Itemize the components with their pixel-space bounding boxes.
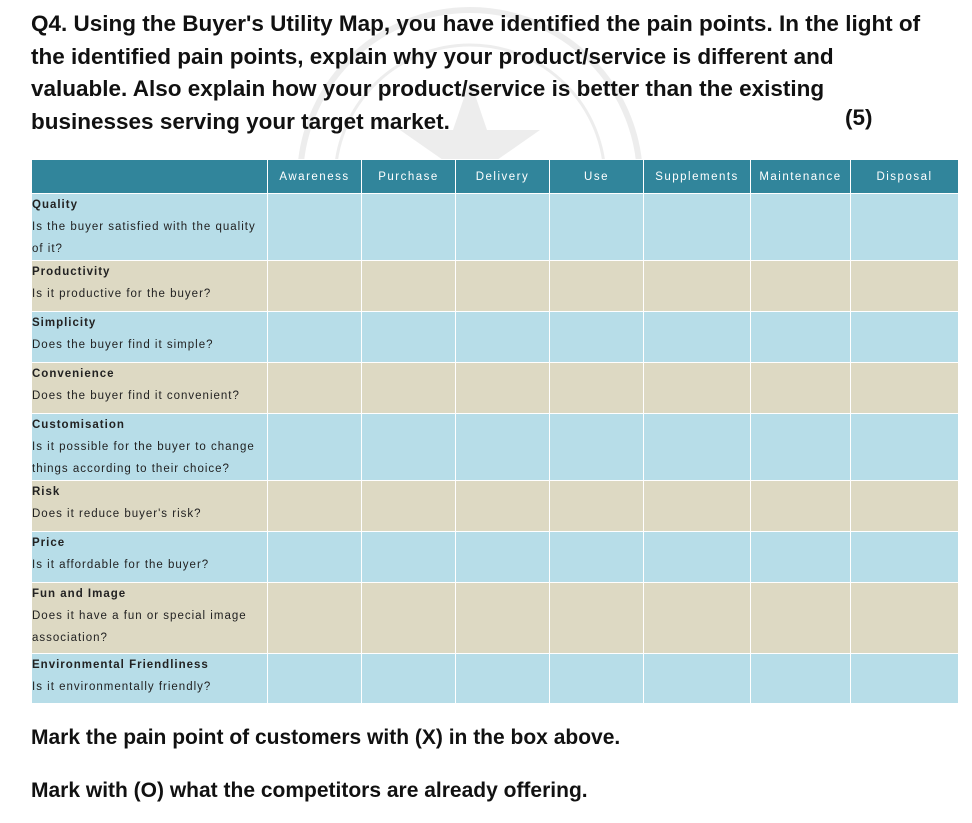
mark-cell[interactable] (851, 583, 959, 654)
mark-cell[interactable] (362, 532, 456, 583)
mark-cell[interactable] (550, 261, 644, 312)
table-row (32, 261, 959, 312)
row-title: Environmental Friendliness (32, 659, 209, 671)
mark-cell[interactable] (851, 261, 959, 312)
mark-cell[interactable] (362, 363, 456, 414)
mark-cell[interactable] (644, 261, 751, 312)
mark-cell[interactable] (456, 583, 550, 654)
row-description: Is it productive for the buyer? (32, 288, 212, 300)
mark-cell[interactable] (851, 194, 959, 261)
mark-cell[interactable] (550, 583, 644, 654)
table-row (32, 363, 959, 414)
mark-cell[interactable] (362, 481, 456, 532)
row-title: Simplicity (32, 317, 97, 329)
mark-cell[interactable] (362, 654, 456, 704)
row-label-cell (32, 532, 268, 583)
row-label-cell (32, 194, 268, 261)
mark-cell[interactable] (851, 363, 959, 414)
mark-cell[interactable] (851, 414, 959, 481)
mark-cell[interactable] (644, 583, 751, 654)
mark-cell[interactable] (268, 414, 362, 481)
mark-cell[interactable] (851, 654, 959, 704)
table-row (32, 481, 959, 532)
column-header: Purchase (362, 160, 456, 194)
mark-cell[interactable] (751, 481, 851, 532)
row-description: Does the buyer find it convenient? (32, 390, 240, 402)
mark-cell[interactable] (268, 583, 362, 654)
row-title: Productivity (32, 266, 111, 278)
mark-cell[interactable] (456, 363, 550, 414)
mark-cell[interactable] (751, 583, 851, 654)
table-row (32, 312, 959, 363)
column-header: Delivery (456, 160, 550, 194)
header-corner-cell (32, 160, 268, 194)
row-label-cell (32, 363, 268, 414)
column-header: Awareness (268, 160, 362, 194)
mark-cell[interactable] (644, 481, 751, 532)
row-label-cell (32, 414, 268, 481)
mark-cell[interactable] (644, 312, 751, 363)
row-description: Does the buyer find it simple? (32, 339, 214, 351)
row-title: Quality (32, 199, 78, 211)
mark-cell[interactable] (644, 363, 751, 414)
mark-cell[interactable] (362, 414, 456, 481)
row-description: Does it reduce buyer's risk? (32, 508, 202, 520)
mark-cell[interactable] (550, 481, 644, 532)
mark-cell[interactable] (268, 481, 362, 532)
row-title: Price (32, 537, 66, 549)
mark-cell[interactable] (751, 261, 851, 312)
row-label-cell (32, 261, 268, 312)
row-description: Is it affordable for the buyer? (32, 559, 210, 571)
mark-cell[interactable] (751, 532, 851, 583)
mark-cell[interactable] (456, 194, 550, 261)
mark-cell[interactable] (456, 532, 550, 583)
mark-cell[interactable] (550, 532, 644, 583)
question-marks: (5) (845, 105, 873, 130)
mark-cell[interactable] (268, 194, 362, 261)
mark-cell[interactable] (362, 261, 456, 312)
mark-cell[interactable] (751, 414, 851, 481)
mark-cell[interactable] (851, 532, 959, 583)
row-label-cell (32, 312, 268, 363)
table-header-row (32, 160, 959, 194)
mark-cell[interactable] (456, 414, 550, 481)
buyers-utility-map-table (31, 159, 959, 704)
row-label-cell (32, 481, 268, 532)
mark-cell[interactable] (550, 312, 644, 363)
mark-cell[interactable] (456, 261, 550, 312)
instruction-o: Mark with (O) what the competitors are already offering. (31, 779, 588, 802)
row-title: Customisation (32, 419, 125, 431)
row-description: Is the buyer satisfied with the quality of it? (32, 221, 256, 255)
row-title: Risk (32, 486, 61, 498)
column-header: Disposal (851, 160, 959, 194)
mark-cell[interactable] (550, 194, 644, 261)
table-row (32, 654, 959, 704)
mark-cell[interactable] (268, 532, 362, 583)
mark-cell[interactable] (550, 363, 644, 414)
row-label-cell (32, 654, 268, 704)
row-title: Convenience (32, 368, 115, 380)
mark-cell[interactable] (751, 363, 851, 414)
mark-cell[interactable] (362, 583, 456, 654)
table-row (32, 414, 959, 481)
row-title: Fun and Image (32, 588, 127, 600)
row-description: Is it possible for the buyer to change things according to their choice? (32, 441, 255, 475)
instruction-x: Mark the pain point of customers with (X) in the box above. (31, 726, 621, 749)
mark-cell[interactable] (851, 481, 959, 532)
row-label-cell (32, 583, 268, 654)
column-header: Maintenance (751, 160, 851, 194)
column-header: Use (550, 160, 644, 194)
question-text: Q4. Using the Buyer's Utility Map, you have identified the pain points. In the light of the identified pain points, explain why your product/service is different and valuable. Also explain how your product/service is better than the existing businesses serving your target market. (31, 11, 921, 134)
column-header: Supplements (644, 160, 751, 194)
mark-cell[interactable] (644, 414, 751, 481)
mark-cell[interactable] (751, 194, 851, 261)
mark-cell[interactable] (644, 194, 751, 261)
mark-cell[interactable] (456, 654, 550, 704)
mark-cell[interactable] (550, 654, 644, 704)
mark-cell[interactable] (751, 312, 851, 363)
row-description: Does it have a fun or special image association? (32, 610, 247, 644)
table-row (32, 532, 959, 583)
mark-cell[interactable] (644, 532, 751, 583)
mark-cell[interactable] (851, 312, 959, 363)
mark-cell[interactable] (751, 654, 851, 704)
mark-cell[interactable] (362, 312, 456, 363)
mark-cell[interactable] (456, 481, 550, 532)
mark-cell[interactable] (456, 312, 550, 363)
mark-cell[interactable] (644, 654, 751, 704)
mark-cell[interactable] (268, 261, 362, 312)
mark-cell[interactable] (362, 194, 456, 261)
row-description: Is it environmentally friendly? (32, 681, 212, 693)
mark-cell[interactable] (268, 363, 362, 414)
table-row (32, 194, 959, 261)
table-row (32, 583, 959, 654)
mark-cell[interactable] (550, 414, 644, 481)
mark-cell[interactable] (268, 654, 362, 704)
mark-cell[interactable] (268, 312, 362, 363)
